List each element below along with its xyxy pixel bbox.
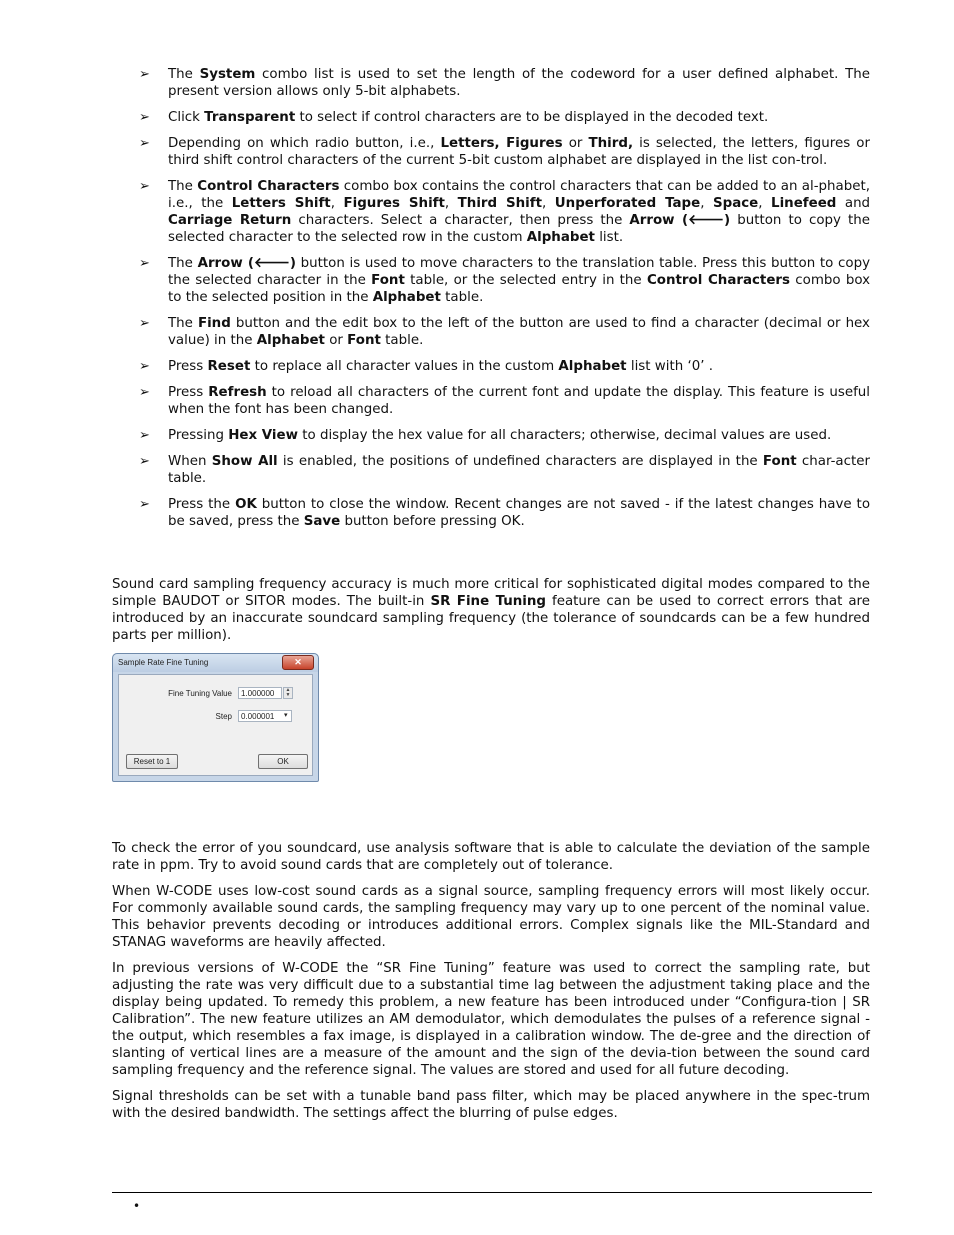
- footer-bullet: •: [133, 1199, 141, 1213]
- arrow-bullet-icon: ➢: [139, 454, 150, 469]
- arrow-bullet-icon: ➢: [139, 110, 150, 125]
- bullet-transparent: ➢ Click Transparent to select if control characters are to be displayed in the decoded text.: [139, 110, 769, 125]
- footer-rule: [112, 1192, 872, 1193]
- paragraph-signal-thresholds: Signal thresholds can be set with a tunable band pass filter, which may be placed anywhere in the spec-trum with the desired bandwidth. The settings affect the blurring of pulse edges.: [112, 1089, 870, 1121]
- bullet-reset: ➢ Press Reset to replace all character values in the custom Alphabet list with ‘0’ .: [139, 359, 713, 374]
- bullet-hex-view: ➢ Pressing Hex View to display the hex value for all characters; otherwise, decimal values are used.: [139, 428, 832, 443]
- feature-bullet-list: [112, 66, 870, 530]
- dialog-title: Sample Rate Fine Tuning: [118, 658, 209, 667]
- arrow-bullet-icon: ➢: [139, 359, 150, 374]
- sr-fine-tuning-intro: Sound card sampling frequency accuracy is much more critical for sophisticated digital modes compared to the simple BAUDOT or SITOR modes. The built-in SR Fine Tuning feature can be used to correct errors that are introduced by an inaccurate soundcard sampling frequency (the tolerance of soundcards can be a few hundred parts per million).: [112, 577, 870, 643]
- arrow-bullet-icon: ➢: [139, 256, 150, 271]
- bullet-control-characters: ➢ The Control Characters combo box contains the control characters that can be added to an al-phabet, i.e., the Letters Shift, Figures Shift, Third Shift, Unperforated Tape, Space, Linefeed and Carriage Return characters. Select a character, then press the Arrow (🡐) button to copy the selected character to the selected row in the custom Alphabet list.: [139, 179, 871, 245]
- arrow-bullet-icon: ➢: [139, 136, 150, 151]
- dialog-client-area: [118, 674, 313, 776]
- paragraph-check-error: To check the error of you soundcard, use analysis software that is able to calculate the deviation of the sample rate in ppm. Try to avoid sound cards that are completely out of tolerance.: [112, 841, 870, 873]
- bullet-radio-buttons: ➢ Depending on which radio button, i.e., Letters, Figures or Third, is selected, the letters, figures or third shift control characters of the current 5-bit custom alphabet are displayed in the list con-trol.: [139, 136, 870, 168]
- arrow-bullet-icon: ➢: [139, 497, 150, 512]
- bullet-find: ➢ The Find button and the edit box to the left of the button are used to find a character (decimal or hex value) in the Alphabet or Font table.: [139, 316, 870, 348]
- close-icon[interactable]: ✕: [282, 655, 314, 670]
- dialog-titlebar: [113, 654, 318, 672]
- page-content: [112, 66, 870, 1131]
- bullet-arrow-button: ➢ The Arrow (🡐) button is used to move characters to the translation table. Press this button to copy the selected character in the Font table, or the selected entry in the Control Characters combo box to the selected position in the Alphabet table.: [139, 256, 871, 305]
- chevron-down-icon[interactable]: ▾: [284, 712, 288, 719]
- paragraph-sr-calibration: In previous versions of W-CODE the “SR Fine Tuning” feature was used to correct the sampling rate, but adjusting the rate was very difficult due to a substantial time lag between the adjustment taking place and the display being updated. To remedy this problem, a new feature has been introduced under “Configura-tion | SR Calibration”. The new feature utilizes an AM demodulator, which demodulates the pulses of a reference signal - the output, which resembles a fax image, is displayed in a calibration window. The de-gree and the direction of slanting of vertical lines are a measure of the amount and the sign of the devia-tion between the sound card sampling frequency and the reference signal. The values are stored and used for all future decoding.: [112, 961, 870, 1078]
- fine-tuning-input[interactable]: 1.000000: [238, 687, 282, 699]
- sample-rate-fine-tuning-dialog: [112, 653, 319, 782]
- ok-button[interactable]: OK: [258, 754, 308, 769]
- arrow-bullet-icon: ➢: [139, 385, 150, 400]
- bullet-system: ➢ The System combo list is used to set the length of the codeword for a user defined alphabet. The present version allows only 5-bit alphabets.: [139, 67, 870, 99]
- paragraph-low-cost-cards: When W-CODE uses low-cost sound cards as a signal source, sampling frequency errors will most likely occur. For commonly available sound cards, the sampling frequency may vary up to one percent of the nominal value. This behavior prevents decoding or introduces additional errors. Complex signals like the MIL-Standard and STANAG waveforms are heavily affected.: [112, 884, 870, 950]
- bullet-show-all: ➢ When Show All is enabled, the positions of undefined characters are displayed in the Font char-acter table.: [139, 454, 870, 486]
- arrow-bullet-icon: ➢: [139, 179, 150, 194]
- arrow-bullet-icon: ➢: [139, 67, 150, 82]
- arrow-bullet-icon: ➢: [139, 428, 150, 443]
- step-label: Step: [215, 712, 232, 721]
- bullet-refresh: ➢ Press Refresh to reload all characters of the current font and update the display. This feature is useful when the font has been changed.: [139, 385, 871, 417]
- step-select[interactable]: 0.000001: [238, 710, 292, 722]
- arrow-bullet-icon: ➢: [139, 316, 150, 331]
- bullet-ok: ➢ Press the OK button to close the window. Recent changes are not saved - if the latest changes have to be saved, press the Save button before pressing OK.: [139, 497, 871, 529]
- fine-tuning-spinner[interactable]: ▲ ▼: [283, 687, 293, 699]
- reset-to-1-button[interactable]: Reset to 1: [126, 754, 178, 769]
- fine-tuning-label: Fine Tuning Value: [168, 689, 232, 698]
